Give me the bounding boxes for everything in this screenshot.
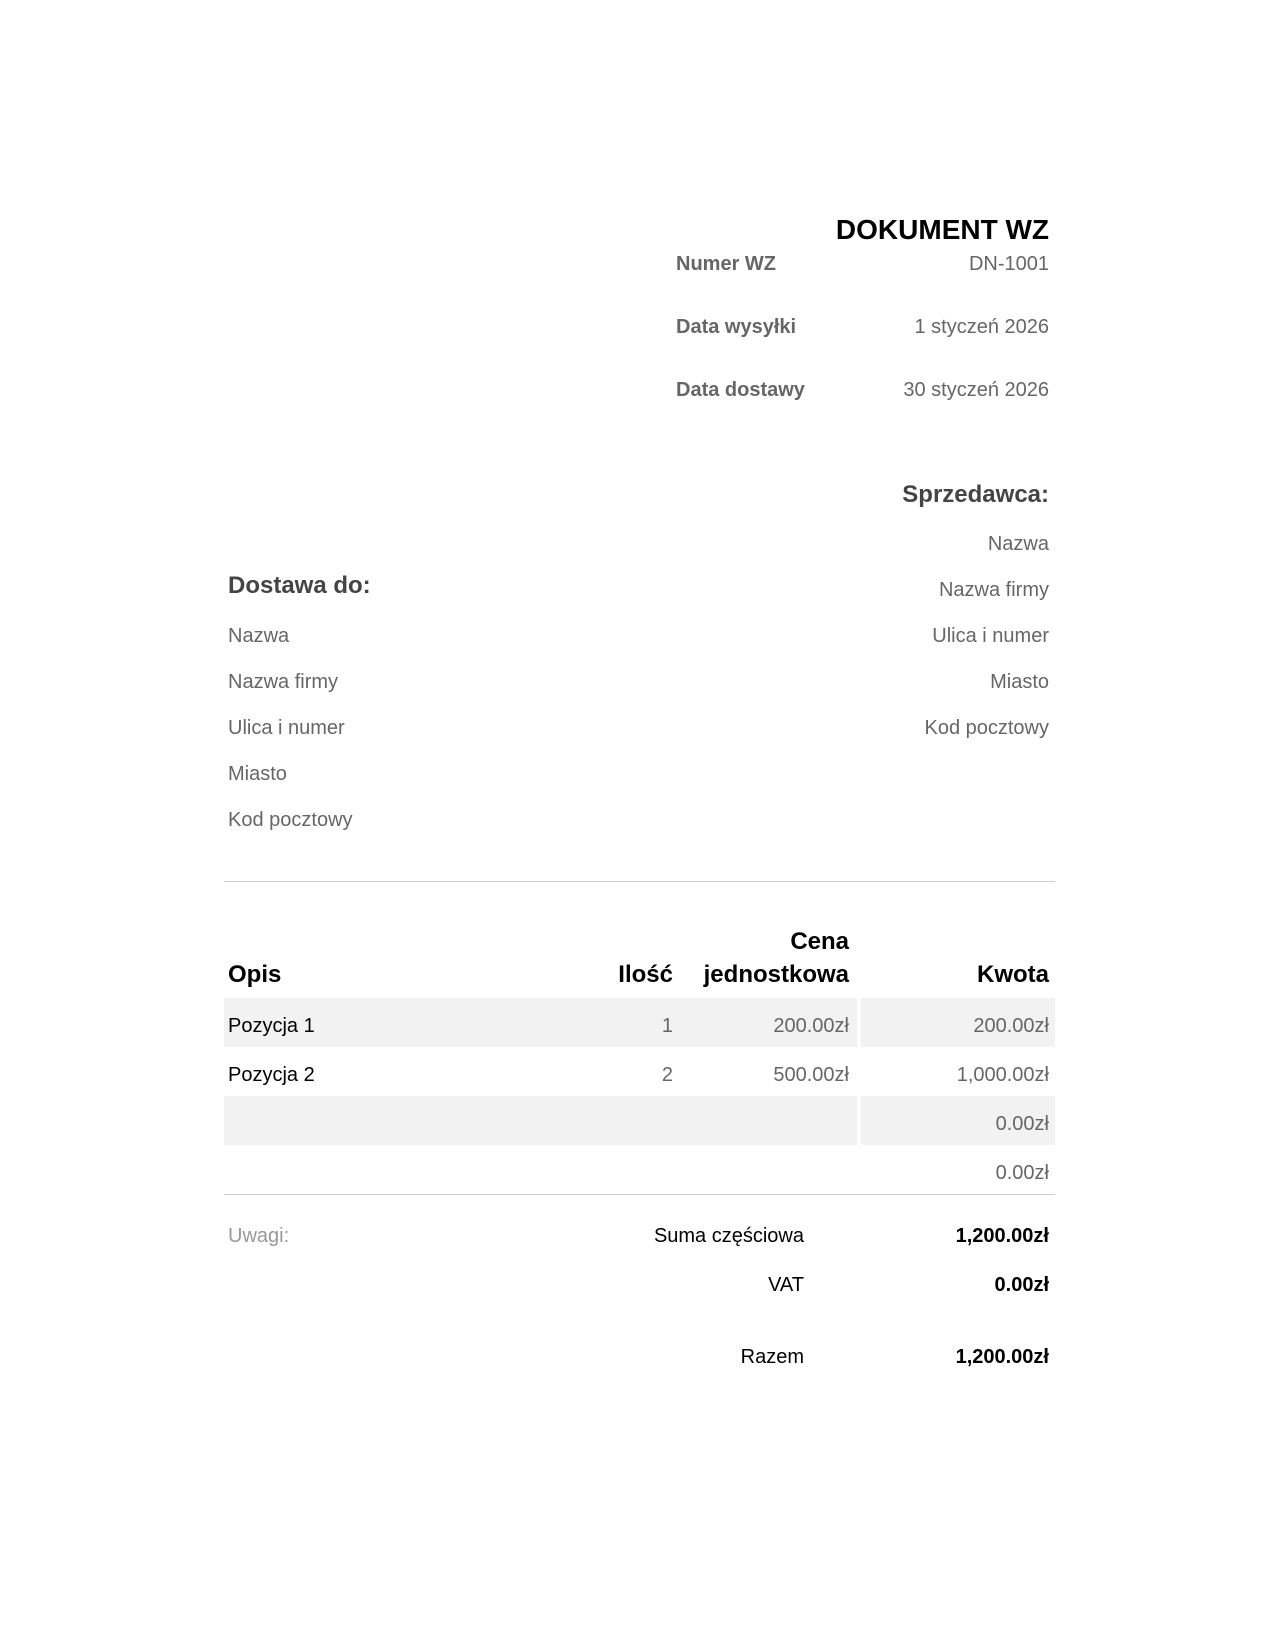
header-amount: Kwota <box>977 961 1049 988</box>
header-description: Opis <box>228 961 282 988</box>
meta-label-ship-date: Data wysyłki <box>676 316 797 338</box>
table-row-amount: 200.00zł <box>973 1015 1049 1037</box>
table-row-quantity: 1 <box>661 1015 673 1037</box>
table-row-amount: 0.00zł <box>995 1162 1049 1184</box>
seller-name: Nazwa <box>987 533 1049 555</box>
meta-row-number <box>676 253 1049 283</box>
subtotal-value: 1,200.00zł <box>955 1225 1049 1247</box>
table-row-amount: 0.00zł <box>995 1113 1049 1135</box>
table-row-amount: 1,000.00zł <box>956 1064 1049 1086</box>
table-row-bg <box>224 1096 1055 1145</box>
total-value: 1,200.00zł <box>955 1346 1049 1368</box>
meta-row-delivery-date <box>676 379 1049 409</box>
ship-to-street: Ulica i numer <box>228 717 345 739</box>
seller-company: Nazwa firmy <box>938 579 1049 601</box>
meta-value-number: DN-1001 <box>968 253 1049 275</box>
notes-label: Uwagi: <box>228 1225 290 1247</box>
ship-to-name: Nazwa <box>228 625 290 647</box>
table-row-unit-price: 500.00zł <box>773 1064 849 1086</box>
ship-to-city: Miasto <box>228 763 287 785</box>
vat-label: VAT <box>768 1274 804 1296</box>
table-row-quantity: 2 <box>661 1064 673 1086</box>
seller-postal-code: Kod pocztowy <box>924 717 1049 739</box>
section-divider <box>224 881 1055 882</box>
header-unit-price-line2: jednostkowa <box>703 961 849 988</box>
table-row-gap <box>857 998 861 1047</box>
meta-value-ship-date: 1 styczeń 2026 <box>914 316 1049 338</box>
table-row-gap <box>857 1096 861 1145</box>
meta-value-delivery-date: 30 styczeń 2026 <box>903 379 1049 401</box>
seller-city: Miasto <box>990 671 1049 693</box>
delivery-note-page <box>222 0 1053 1650</box>
meta-label-number: Numer WZ <box>676 253 776 275</box>
table-row-unit-price: 200.00zł <box>773 1015 849 1037</box>
vat-value: 0.00zł <box>994 1274 1049 1296</box>
ship-to-company: Nazwa firmy <box>228 671 339 693</box>
seller-heading: Sprzedawca: <box>902 481 1049 508</box>
document-title: DOKUMENT WZ <box>835 214 1049 245</box>
table-row-bg <box>224 998 1055 1047</box>
total-label: Razem <box>740 1346 804 1368</box>
header-quantity: Ilość <box>618 961 673 988</box>
ship-to-postal-code: Kod pocztowy <box>228 809 353 831</box>
table-bottom-border <box>224 1194 1055 1195</box>
meta-row-ship-date <box>676 316 1049 346</box>
table-row-description: Pozycja 1 <box>228 1015 315 1037</box>
header-unit-price-line1: Cena <box>790 928 849 955</box>
meta-label-delivery-date: Data dostawy <box>676 379 805 401</box>
ship-to-heading: Dostawa do: <box>228 572 371 599</box>
table-row-description: Pozycja 2 <box>228 1064 315 1086</box>
seller-street: Ulica i numer <box>932 625 1049 647</box>
subtotal-label: Suma częściowa <box>653 1225 804 1247</box>
